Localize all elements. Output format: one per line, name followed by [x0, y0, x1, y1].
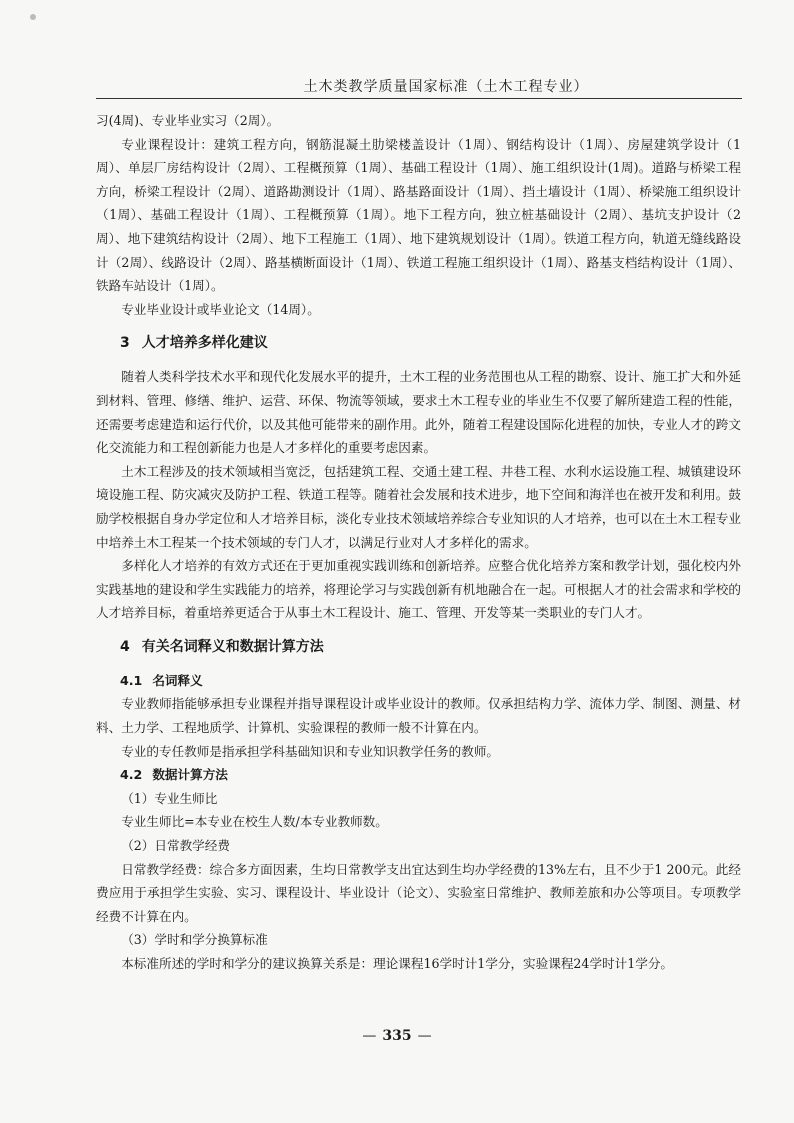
- subsection-heading: [96, 763, 741, 787]
- page-number-value: 335: [382, 1028, 412, 1044]
- paragraph: 本标准所述的学时和学分的建议换算关系是：理论课程16学时计1学分，实验课程24学时计1学分。: [121, 956, 674, 971]
- paragraph: 专业的专任教师是指承担学科基础知识和专业知识教学任务的教师。: [121, 743, 499, 759]
- section-number: 3: [120, 335, 130, 352]
- paragraph: 专业生师比=本专业在校生人数/本专业教师数。: [121, 814, 388, 830]
- paragraph: 随着人类科学技术水平和现代化发展水平的提升，土木工程的业务范围也从工程的勘察、设计、施工扩大和外延到材料、管理、修缮、维护、运营、环保、物流等领域，要求土木工程专业的毕业生不仅要了解所建造工程的性能，还需要考虑建造和运行代价，以及其他可能带来的副作用。此外，随着工程建设国际化进程的加快，专业人才的跨文化交流能力和工程创新能力也是人才多样化的重要考虑因素。: [96, 369, 741, 456]
- paragraph: 日常教学经费：综合多方面因素，生均日常教学支出宜达到生均办学经费的13%左右，且不少于1 200元。此经费应用于承担学生实验、实习、课程设计、毕业设计（论文）、实验室日常维护、教师差旅和办公等项目。专项教学经费不计算在内。: [96, 861, 741, 924]
- subsection-title: 数据计算方法: [152, 767, 228, 783]
- body-text: [96, 109, 741, 976]
- paragraph: 专业毕业设计或毕业论文（14周）。: [121, 301, 320, 317]
- subsection-number: 4.1: [120, 672, 143, 688]
- section-title: 有关名词释义和数据计算方法: [141, 638, 324, 655]
- subsection-title: 名词释义: [152, 672, 203, 688]
- page-number: — 335 —: [362, 1028, 432, 1044]
- paragraph: 专业教师指能够承担专业课程并指导课程设计或毕业设计的教师。仅承担结构力学、流体力学、制图、测量、材料、土力学、工程地质学、计算机、实验课程的教师一般不计算在内。: [96, 696, 741, 736]
- item-label: （3）学时和学分换算标准: [121, 932, 268, 948]
- paragraph: 土木工程涉及的技术领域相当宽泛，包括建筑工程、交通土建工程、井巷工程、水利水运设施工程、城镇建设环境设施工程、防灾减灾及防护工程、铁道工程等。随着社会发展和技术进步，地下空间和海洋也在被开发和利用。鼓励学校根据自身办学定位和人才培养目标，淡化专业技术领域培养综合专业知识的人才培养，也可以在土木工程专业中培养土木工程某一个技术领域的专门人才，以满足行业对人才多样化的需求。: [96, 463, 741, 550]
- item-label: （2）日常教学经费: [121, 838, 230, 854]
- paragraph: 习(4周)、专业毕业实习（2周）。: [96, 113, 280, 128]
- item-label: （1）专业生师比: [121, 790, 218, 806]
- paragraph: 专业课程设计：建筑工程方向，钢筋混凝土肋梁楼盖设计（1周）、钢结构设计（1周）、房屋建筑学设计（1周）、单层厂房结构设计（2周）、工程概预算（1周）、基础工程设计（1周）、施工组织设计(1周)。道路与桥梁工程方向，桥梁工程设计（2周）、道路勘测设计（1周）、路基路面设计（1周）、挡土墙设计（1周）、桥梁施工组织设计（1周）、基础工程设计（1周）、工程概预算（1周）。地下工程方向，独立桩基础设计（2周）、基坑支护设计（2周）、地下建筑结构设计（2周）、地下工程施工（1周）、地下建筑规划设计（1周）。铁道工程方向，轨道无缝线路设计（2周）、线路设计（2周）、路基横断面设计（1周）、铁道工程施工组织设计（1周）、路基支档结构设计（1周）、铁路车站设计（1周）。: [96, 136, 741, 294]
- section-title: 人才培养多样化建议: [141, 335, 268, 352]
- section-heading: [96, 635, 741, 659]
- subsection-heading: [96, 669, 741, 693]
- subsection-number: 4.2: [120, 767, 143, 783]
- paragraph: 多样化人才培养的有效方式还在于更加重视实践训练和创新培养。应整合优化培养方案和教学计划，强化校内外实践基地的建设和学生实践能力的培养，将理论学习与实践创新有机地融合在一起。可根据人才的社会需求和学校的人才培养目标，着重培养更适合于从事土木工程设计、施工、管理、开发等某一类职业的专门人才。: [96, 558, 741, 621]
- header-rule: [96, 98, 742, 99]
- scan-speck: [30, 14, 36, 20]
- section-heading: [96, 331, 741, 355]
- running-head: 土木类教学质量国家标准（土木工程专业）: [303, 79, 589, 95]
- section-number: 4: [120, 638, 130, 655]
